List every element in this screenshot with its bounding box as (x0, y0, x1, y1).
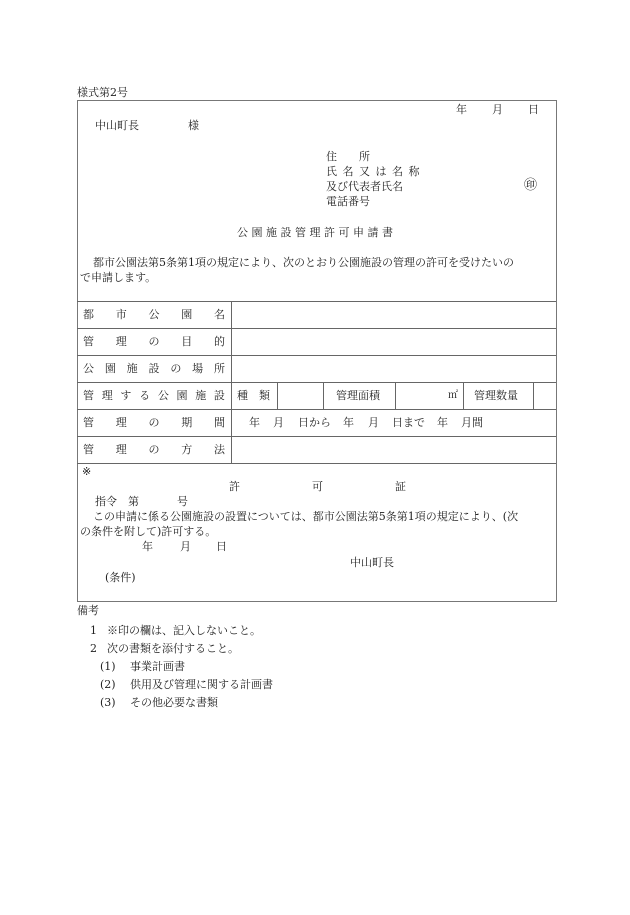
period-end-month: 月 (368, 416, 379, 429)
label-char: 施 (195, 389, 207, 402)
permit-title-char: 可 (312, 480, 323, 493)
label-char: 公 (148, 308, 160, 321)
label-char: の (148, 443, 160, 456)
permit-issuer: 中山町長 (350, 556, 394, 569)
label-char: 方 (181, 443, 193, 456)
table-line (77, 409, 556, 410)
type-label: 種 類 (237, 389, 270, 402)
subnote-number: (3) (100, 696, 116, 709)
order-no: 第 (128, 495, 139, 508)
row-label-period (83, 416, 225, 429)
form-number: 様式第2号 (77, 86, 128, 99)
name-label: 氏 名 又 は 名 称 (326, 165, 421, 178)
label-char: 施 (126, 362, 138, 375)
date-year: 年 (456, 103, 467, 116)
period-duration-month: 月間 (461, 416, 483, 429)
label-char: の (148, 335, 160, 348)
row-label-facility (83, 389, 225, 402)
area-unit: ㎡ (448, 390, 458, 401)
table-line (77, 463, 556, 464)
label-char: 理 (101, 389, 113, 402)
subnote-text: 事業計画書 (130, 660, 185, 673)
period-duration-year: 年 (437, 416, 448, 429)
seal-icon: ㊞ (524, 178, 538, 193)
table-column-divider (323, 382, 324, 409)
label-char: 理 (115, 335, 127, 348)
honorific: 様 (188, 119, 199, 132)
label-char: 公 (83, 362, 94, 375)
type-field[interactable] (278, 383, 323, 409)
method-field[interactable] (232, 437, 555, 463)
label-char: 園 (104, 362, 116, 375)
label-char: の (148, 416, 160, 429)
permit-date-month: 月 (180, 540, 191, 553)
table-column-divider (463, 382, 464, 409)
label-char: の (170, 362, 182, 375)
permit-conditions: (条件) (105, 571, 136, 584)
period-end-day: 日まで (392, 416, 425, 429)
note-number: 2 (90, 642, 97, 655)
order-suffix: 号 (177, 495, 188, 508)
phone-label: 電話番号 (326, 195, 370, 208)
label-char: 所 (213, 362, 225, 375)
label-char: 目 (181, 335, 193, 348)
park-name-field[interactable] (232, 302, 555, 328)
label-char: 管 (83, 389, 94, 402)
quantity-field[interactable] (534, 383, 555, 409)
purpose-field[interactable] (232, 329, 555, 355)
label-char: 設 (213, 389, 225, 402)
quantity-label: 管理数量 (474, 389, 518, 402)
permit-date-day: 日 (216, 540, 227, 553)
row-label-location (83, 362, 225, 375)
label-char: す (120, 389, 132, 402)
office-use-mark: ※ (82, 465, 92, 478)
subnote-text: 供用及び管理に関する計画書 (130, 678, 273, 691)
label-char: 期 (181, 416, 193, 429)
area-label: 管理面積 (336, 389, 380, 402)
row-label-park-name (83, 308, 225, 321)
label-char: 園 (181, 308, 193, 321)
label-char: 都 (83, 308, 94, 321)
row-label-method (83, 443, 225, 456)
date-day: 日 (528, 103, 539, 116)
notes-heading: 備考 (77, 604, 99, 617)
label-char: 園 (176, 389, 188, 402)
addressee: 中山町長 (95, 119, 139, 132)
intro-line-1: 都市公園法第5条第1項の規定により、次のとおり公園施設の管理の許可を受けたいの (93, 256, 514, 269)
period-end-year: 年 (343, 416, 354, 429)
label-char: 場 (192, 362, 204, 375)
subnote-text: その他必要な書類 (130, 696, 218, 709)
label-char: 公 (157, 389, 169, 402)
note-text: 次の書類を添付すること。 (107, 642, 239, 655)
period-start-year: 年 (249, 416, 260, 429)
label-char: 市 (115, 308, 127, 321)
label-char: 的 (214, 335, 225, 348)
row-label-purpose (83, 335, 225, 348)
label-char: 管 (83, 416, 94, 429)
location-field[interactable] (232, 356, 555, 382)
label-char: 設 (148, 362, 160, 375)
subnote-number: (2) (100, 678, 116, 691)
permit-text-line-1: この申請に係る公園施設の設置については、都市公園法第5条第1項の規定により、(次 (93, 510, 519, 523)
date-month: 月 (492, 103, 503, 116)
address-label: 住 所 (326, 150, 370, 163)
label-char: 間 (214, 416, 225, 429)
label-char: 理 (115, 416, 127, 429)
note-number: 1 (90, 624, 97, 637)
subnote-number: (1) (100, 660, 116, 673)
note-text: ※印の欄は、記入しないこと。 (107, 624, 261, 637)
label-char: る (139, 389, 151, 402)
representative-label: 及び代表者氏名 (326, 180, 403, 193)
permit-text-line-2: の条件を附して)許可する。 (80, 525, 217, 538)
permit-date-year: 年 (142, 540, 153, 553)
permit-title-char: 許 (229, 480, 240, 493)
permit-title-char: 証 (395, 480, 406, 493)
period-start-month: 月 (273, 416, 284, 429)
order-label: 指令 (95, 495, 117, 508)
intro-line-2: で申請します。 (80, 271, 157, 284)
label-char: 名 (214, 308, 225, 321)
label-char: 法 (214, 443, 225, 456)
document-title: 公 園 施 設 管 理 許 可 申 請 書 (237, 226, 393, 239)
label-char: 管 (83, 335, 94, 348)
label-char: 理 (115, 443, 127, 456)
label-char: 管 (83, 443, 94, 456)
period-start-day: 日から (298, 416, 331, 429)
